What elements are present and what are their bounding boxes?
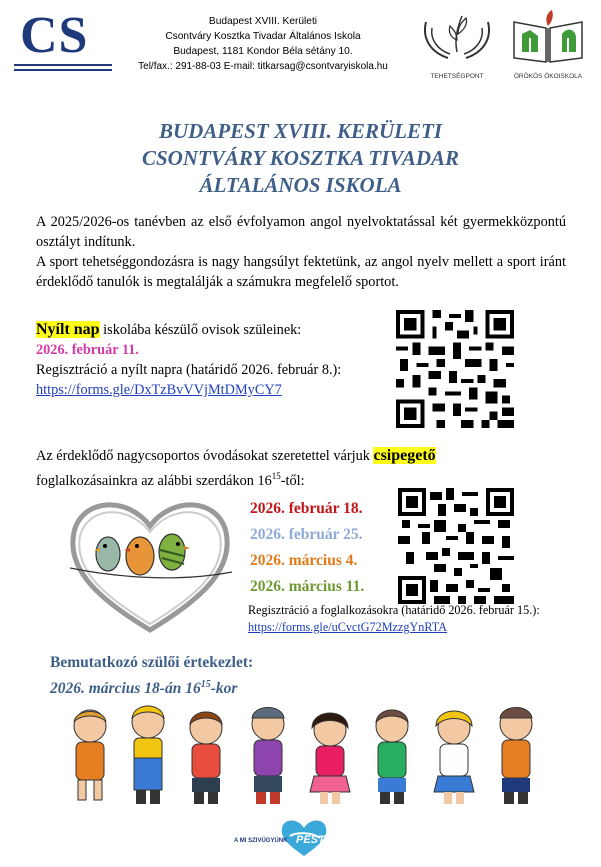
children-illustration [60,700,560,810]
sessions-registration [248,602,588,636]
header-line: Budapest, 1181 Kondor Béla sétány 10. [173,46,353,57]
open-day-highlight: Nyílt nap [36,321,100,338]
qr-code-icon [398,488,514,604]
intro-paragraph: A sport tehetséggondozásra is nagy hangsúlyt fektetünk, az angol nyelv mellett a sport iránt érdeklődő tanulók is megtalálják a számukra megfelelő sportot. [36,254,566,290]
open-day-link[interactable]: https://forms.gle/DxTzBvVVjMtDMyCY7 [36,382,282,398]
open-day-text: iskolába készülő ovisok szüleinek: [99,322,302,338]
heart-birds-icon [60,490,240,640]
sessions-intro-text: foglalkozásainkra az alábbi szerdákon 16 [36,472,272,489]
sessions-registration-text: Regisztráció a foglalkozásokra (határidő 2026. február 15.): [248,603,540,617]
cs-school-logo [14,7,112,72]
tehetsegpont-logo [418,8,496,78]
sessions-intro-text: Az érdeklődő nagycsoportos óvodásokat szeretettel várjuk [36,448,374,464]
header-line: Budapest XVIII. Kerületi [208,16,318,27]
intro-text [36,212,566,292]
session-date: 2026. március 11. [250,578,365,595]
pest-county-logo [234,814,374,860]
logo-underline [14,64,112,66]
meeting-suffix: -kor [210,680,238,698]
meeting-date: 2026. március 18-án 16 [50,680,201,698]
session-date: 2026. március 4. [250,552,358,569]
title-line: ÁLTALÁNOS ISKOLA [199,173,402,197]
okoiskola-logo [508,8,588,78]
meeting-time-sup: 15 [200,679,211,690]
sessions-link[interactable]: https://forms.gle/uCvctG72MzzgYnRTA [248,620,448,634]
sessions-intro-text: -től: [280,472,305,489]
footer-brand: PEST [296,834,325,846]
sessions-intro [36,446,576,491]
qr-code-open-day[interactable] [396,310,514,428]
open-day-date: 2026. február 11. [36,342,139,358]
csipegeto-highlight: csipegető [373,447,436,464]
cs-logo-letters: CS [20,7,89,64]
open-day-section [36,320,376,400]
school-contact-header [118,14,408,74]
school-title [40,118,561,199]
book-tree-icon [508,8,588,66]
header-line: Tel/fax.: 291-88-03 E-mail: titkarsag@csontvaryiskola.hu [138,61,388,72]
qr-code-sessions[interactable] [398,488,514,604]
session-dates-list [250,496,400,600]
heart-birds-illustration [60,490,240,640]
header-line: Csontváry Kosztka Tivadar Általános Iskola [165,31,361,42]
logo-underline [14,69,112,71]
footer-tagline: A MI SZIVÜGYÜNK [234,838,288,844]
children-icon [60,700,560,810]
meeting-label: Bemutatkozó szülői értekezlet: [50,654,254,671]
intro-paragraph: A 2025/2026-os tanévben az első évfolyamon angol nyelvoktatással két gyermekközpontú osztályt indítunk. [36,214,566,250]
qr-code-icon [396,310,514,428]
tehetsegpont-label: TEHETSÉGPONT [430,73,484,80]
time-superscript: 15 [271,471,281,481]
session-date: 2026. február 18. [250,500,363,517]
parent-meeting [50,652,370,700]
hands-icon [418,8,496,66]
open-day-registration: Regisztráció a nyílt napra (határidő 2026. február 8.): [36,362,342,378]
title-line: BUDAPEST XVIII. KERÜLETI [159,119,442,143]
okoiskola-label: ÖRÖKÖS ÖKOISKOLA [513,73,583,80]
title-line: CSONTVÁRY KOSZTKA TIVADAR [141,146,460,170]
session-date: 2026. február 25. [250,526,363,543]
